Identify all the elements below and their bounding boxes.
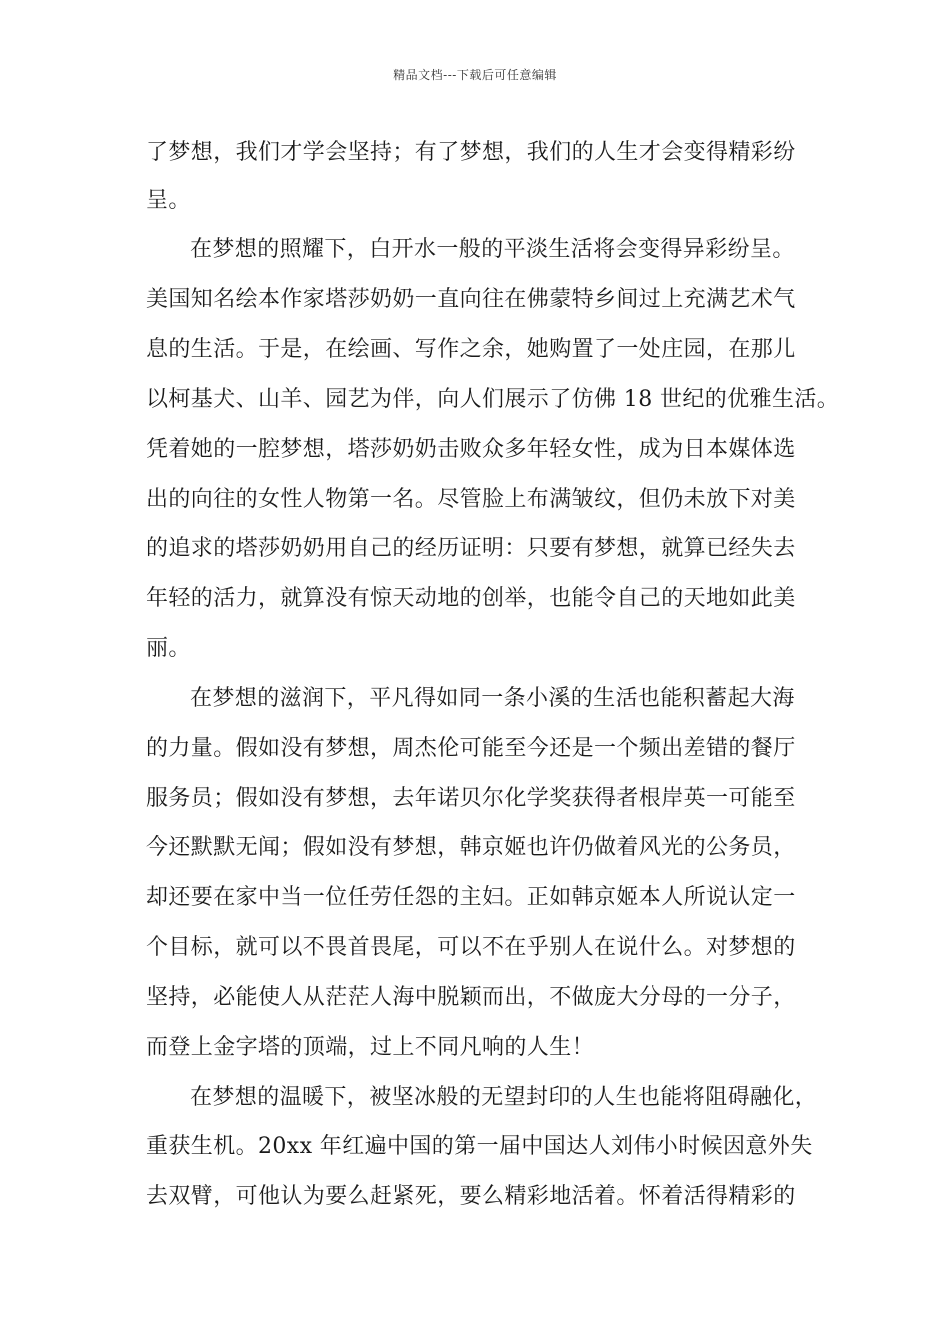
text-line: 丽。	[146, 636, 191, 661]
paragraph-start-line: 在梦想的滋润下，平凡得如同一条小溪的生活也能积蓄起大海	[190, 686, 795, 711]
text-line: 凭着她的一腔梦想，塔莎奶奶击败众多年轻女性，成为日本媒体选	[146, 437, 796, 462]
text-line: 美国知名绘本作家塔莎奶奶一直向往在佛蒙特乡间过上充满艺术气	[146, 287, 796, 312]
paragraph-start-line: 在梦想的照耀下，白开水一般的平淡生活将会变得异彩纷呈。	[190, 237, 795, 262]
text-line: 的追求的塔莎奶奶用自己的经历证明：只要有梦想，就算已经失去	[146, 536, 796, 561]
text-line: 个目标，就可以不畏首畏尾，可以不在乎别人在说什么。对梦想的	[146, 935, 796, 960]
text-line: 坚持，必能使人从茫茫人海中脱颖而出，不做庞大分母的一分子，	[146, 985, 796, 1010]
text-line: 的力量。假如没有梦想，周杰伦可能至今还是一个频出差错的餐厅	[146, 736, 796, 761]
text-line: 服务员；假如没有梦想，去年诺贝尔化学奖获得者根岸英一可能至	[146, 786, 796, 811]
text-line: 以柯基犬、山羊、园艺为伴，向人们展示了仿佛 18 世纪的优雅生活。	[146, 387, 840, 412]
text-line: 息的生活。于是，在绘画、写作之余，她购置了一处庄园，在那儿	[146, 337, 796, 362]
text-line: 了梦想，我们才学会坚持；有了梦想，我们的人生才会变得精彩纷	[146, 140, 796, 165]
text-line: 年轻的活力，就算没有惊天动地的创举，也能令自己的天地如此美	[146, 586, 796, 611]
text-line: 呈。	[146, 188, 191, 213]
text-line: 却还要在家中当一位任劳任怨的主妇。正如韩京姬本人所说认定一	[146, 885, 796, 910]
text-line: 而登上金字塔的顶端，过上不同凡响的人生！	[146, 1035, 595, 1060]
paragraph-start-line: 在梦想的温暖下，被坚冰般的无望封印的人生也能将阻碍融化，	[190, 1085, 818, 1110]
page-header: 精品文档---下载后可任意编辑	[393, 68, 557, 82]
text-line: 出的向往的女性人物第一名。尽管脸上布满皱纹，但仍未放下对美	[146, 487, 796, 512]
text-line: 去双臂，可他认为要么赶紧死，要么精彩地活着。怀着活得精彩的	[146, 1184, 796, 1209]
text-line: 今还默默无闻；假如没有梦想，韩京姬也许仍做着风光的公务员，	[146, 835, 796, 860]
text-line: 重获生机。20xx 年红遍中国的第一届中国达人刘伟小时候因意外失	[146, 1134, 813, 1159]
